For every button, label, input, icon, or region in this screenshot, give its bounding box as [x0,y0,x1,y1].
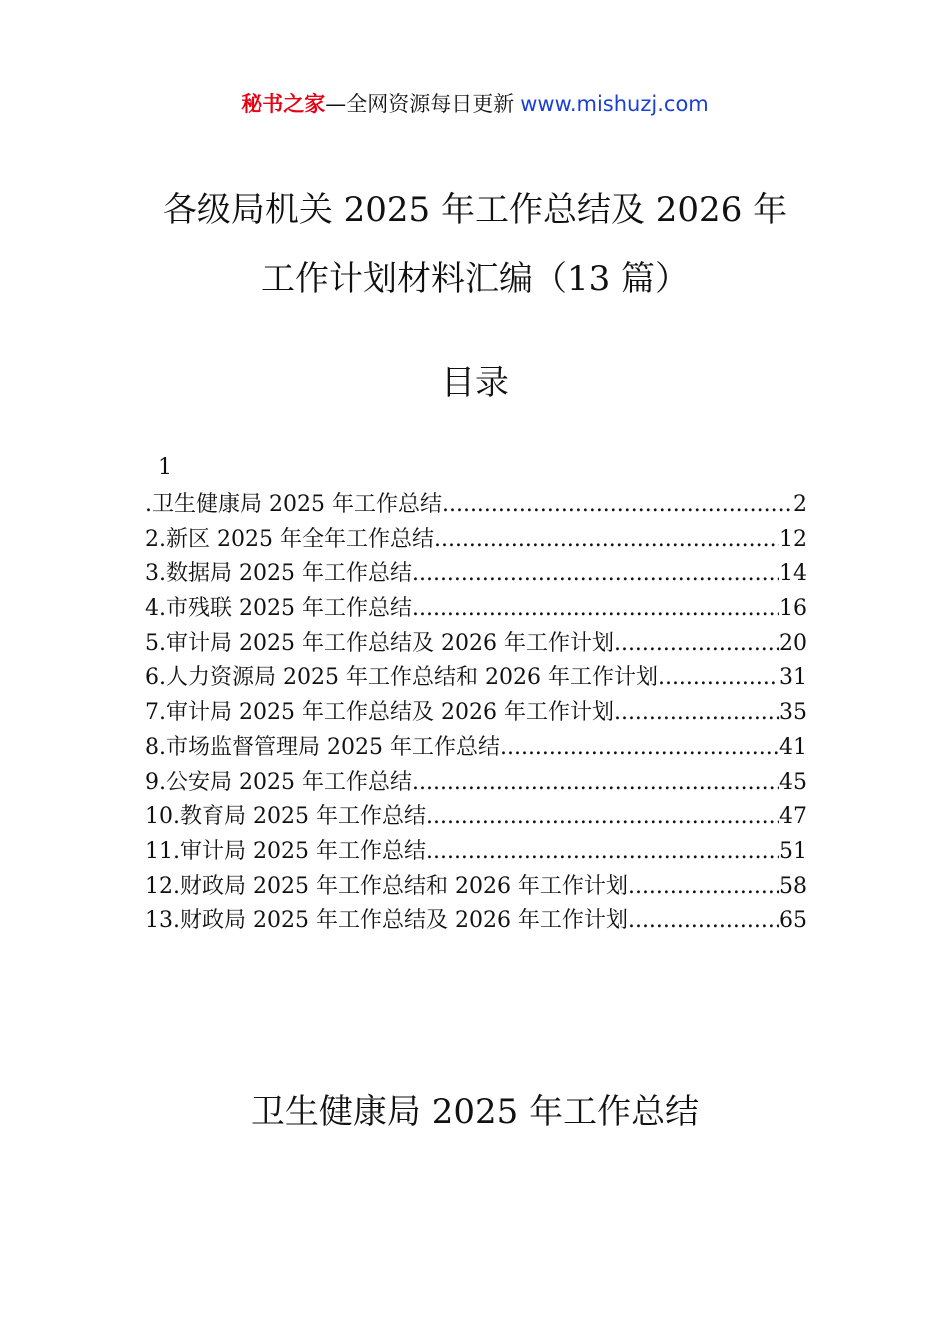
toc-entry-page: 12 [779,526,807,552]
site-url-link[interactable]: www.mishuzj.com [520,92,709,116]
document-title-line-1: 各级局机关 2025 年工作总结及 2026 年 [162,190,788,230]
toc-entry-page: 14 [779,561,807,587]
toc-entry-title: 4.市残联 2025 年工作总结 [145,596,412,622]
toc-entry[interactable] [145,870,807,905]
toc-entry-title: 9.公安局 2025 年工作总结 [145,769,412,795]
header-tagline: —全网资源每日更新 [325,92,515,116]
toc-entry[interactable] [145,835,807,870]
toc-entry[interactable] [145,557,807,592]
toc-entry-page: 2 [793,492,807,517]
toc-entry-title: 2.新区 2025 年全年工作总结 [145,526,434,552]
site-header [0,88,950,118]
toc-dot-leader [628,870,779,905]
toc-entry-page: 47 [779,804,807,830]
toc-dot-leader [412,592,779,627]
toc-dot-leader [658,661,779,696]
toc-entry-title: 10.教育局 2025 年工作总结 [145,804,426,830]
toc-entry[interactable] [145,627,807,662]
toc-entry-title: 8.市场监督管理局 2025 年工作总结 [145,734,500,760]
brand-name: 秘书之家 [241,92,326,116]
toc-dot-leader [500,731,779,766]
toc-entry-title: 6.人力资源局 2025 年工作总结和 2026 年工作计划 [145,665,658,691]
toc-entry-page: 20 [779,630,807,656]
toc-dot-leader [426,835,779,870]
toc-entry-page: 58 [779,873,807,899]
toc-entry-page: 45 [779,769,807,795]
toc-entry-title: 12.财政局 2025 年工作总结和 2026 年工作计划 [145,873,628,899]
table-of-contents [145,488,807,939]
toc-entry-page: 51 [779,838,807,864]
toc-entry-title: 11.审计局 2025 年工作总结 [145,838,426,864]
toc-dot-leader [614,627,779,662]
toc-dot-leader [614,696,779,731]
toc-dot-leader [412,557,779,592]
toc-entry[interactable] [145,800,807,835]
toc-entry[interactable] [145,592,807,627]
section-title: 卫生健康局 2025 年工作总结 [250,1092,700,1132]
toc-lead-number: 1 [158,455,172,480]
toc-dot-leader [434,523,779,558]
toc-entry-title: 3.数据局 2025 年工作总结 [145,561,412,587]
toc-entry-title: 13.财政局 2025 年工作总结及 2026 年工作计划 [145,908,628,934]
toc-entry[interactable] [145,766,807,801]
toc-entry-page: 41 [779,734,807,760]
toc-entry[interactable] [145,731,807,766]
toc-entry[interactable] [145,904,807,939]
toc-dot-leader [412,766,779,801]
document-title-line-2: 工作计划材料汇编（13 篇） [260,259,690,299]
toc-entry-page: 35 [779,700,807,726]
toc-entry-page: 65 [779,908,807,934]
toc-dot-leader [426,800,779,835]
toc-entry[interactable] [145,696,807,731]
toc-entry-page: 16 [779,596,807,622]
toc-entry[interactable] [145,523,807,558]
toc-entry-title: 7.审计局 2025 年工作总结及 2026 年工作计划 [145,700,614,726]
toc-heading: 目录 [441,363,509,403]
toc-entry[interactable] [145,488,807,523]
toc-entry[interactable] [145,661,807,696]
toc-entry-title: .卫生健康局 2025 年工作总结 [145,492,442,517]
toc-entry-title: 5.审计局 2025 年工作总结及 2026 年工作计划 [145,630,614,656]
toc-dot-leader [442,488,793,523]
toc-dot-leader [628,904,779,939]
toc-entry-page: 31 [779,665,807,691]
